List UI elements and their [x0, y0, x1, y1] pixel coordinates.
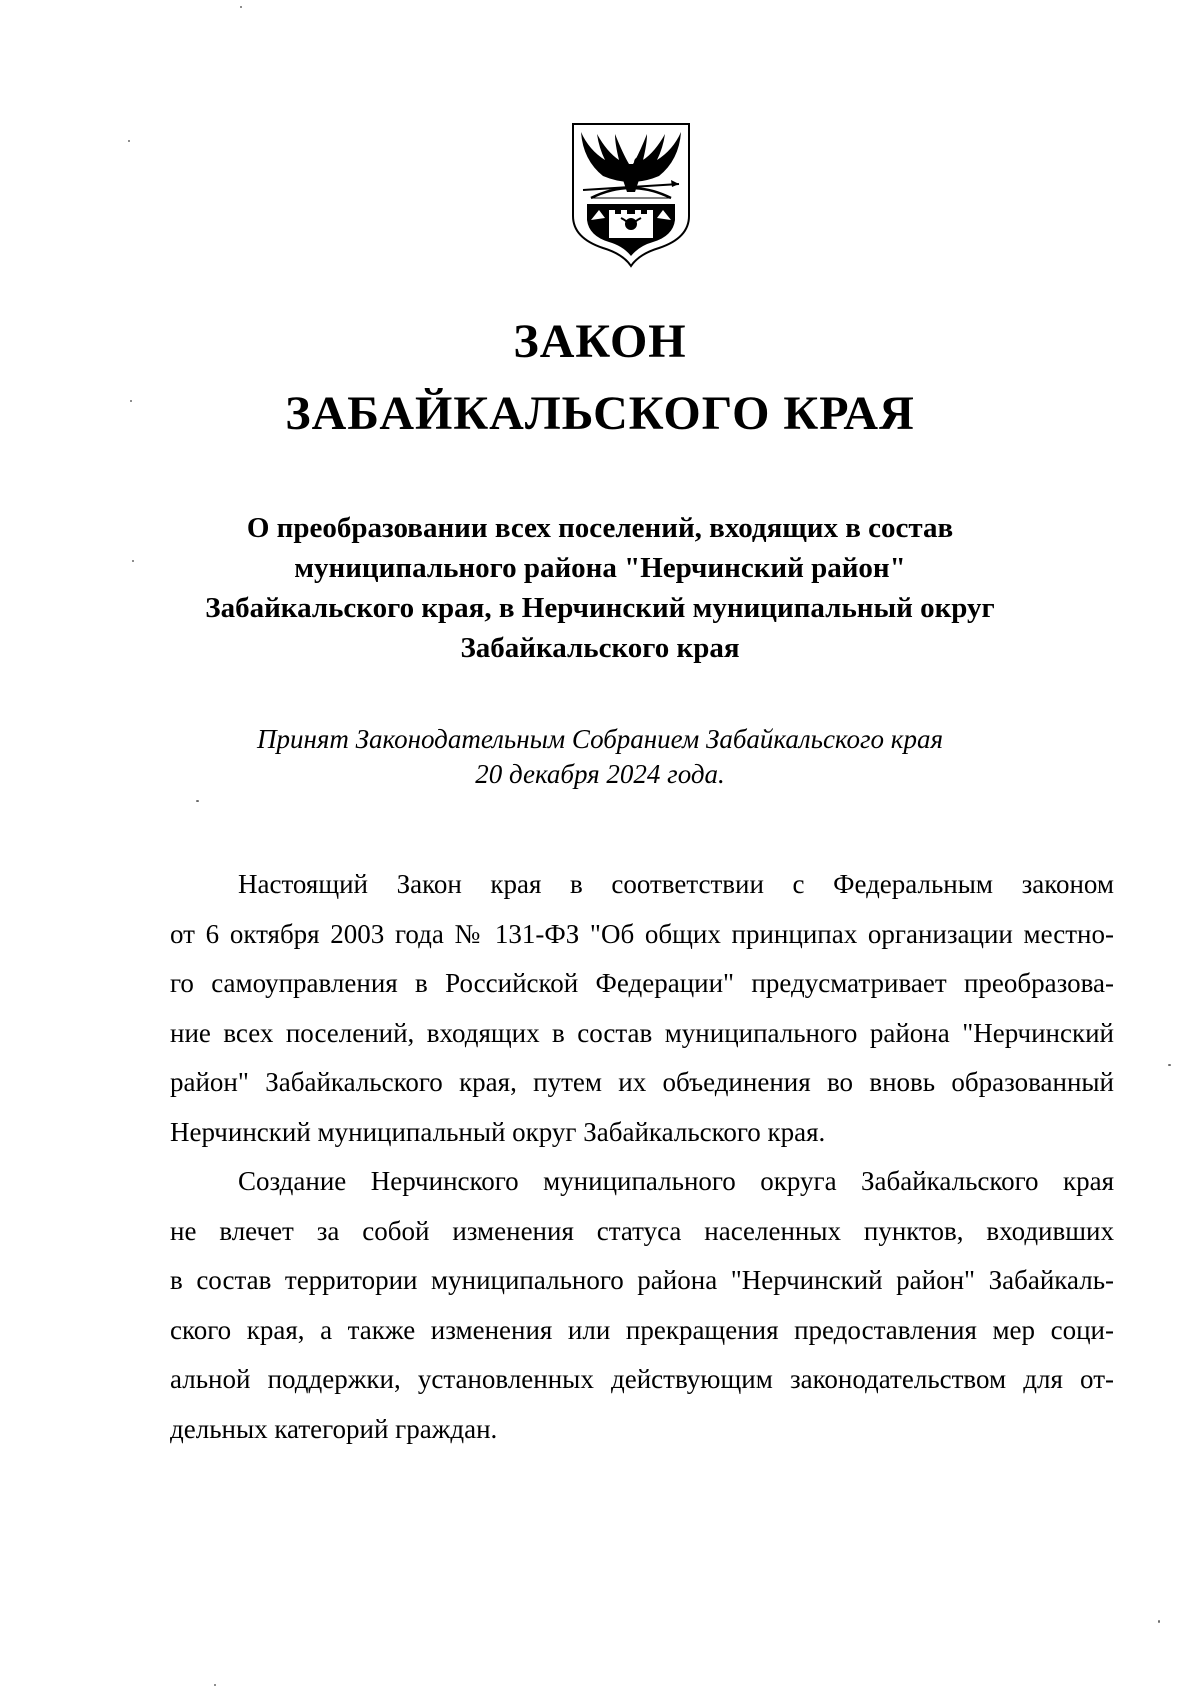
scan-speck — [1158, 1620, 1160, 1623]
law-region-title: ЗАБАЙКАЛЬСКОГО КРАЯ — [285, 387, 915, 440]
text-line: альной поддержки, установленных действующим законодательством для от- — [170, 1364, 1114, 1394]
scan-speck — [130, 400, 132, 402]
scan-speck — [214, 1684, 216, 1686]
paragraph-2 — [170, 1157, 1114, 1454]
subject-line: Забайкальского края, в Нерчинский муниципальный округ — [205, 592, 995, 624]
text-line: Создание Нерчинского муниципального округа Забайкальского края — [238, 1166, 1114, 1196]
text-line: в состав территории муниципального района "Нерчинский район" Забайкаль- — [170, 1265, 1114, 1295]
paragraph-1 — [170, 860, 1114, 1157]
text-line: район" Забайкальского края, путем их объединения во вновь образованный — [170, 1067, 1114, 1097]
coat-of-arms-icon — [569, 120, 693, 268]
text-line: Настоящий Закон края в соответствии с Федеральным законом — [238, 869, 1114, 899]
adoption-note — [140, 722, 1060, 792]
text-line: дельных категорий граждан. — [170, 1413, 498, 1444]
scan-speck — [132, 560, 134, 562]
scan-speck — [1168, 1064, 1171, 1066]
text-line: го самоуправления в Российской Федерации" предусматривает преобразова- — [170, 968, 1114, 998]
law-subject — [140, 508, 1060, 668]
text-line: ние всех поселений, входящих в состав муниципального района "Нерчинский — [170, 1017, 1114, 1048]
text-line: Нерчинский муниципальный округ Забайкальского края. — [170, 1116, 826, 1147]
law-title: ЗАКОН — [513, 315, 687, 368]
adoption-line: Принят Законодательным Собранием Забайкальского края — [256, 724, 943, 754]
text-line: ского края, а также изменения или прекращения предоставления мер соци- — [170, 1314, 1114, 1345]
scan-speck — [128, 140, 130, 142]
text-line: не влечет за собой изменения статуса населенных пунктов, входивших — [170, 1215, 1114, 1246]
text-line: от 6 октября 2003 года № 131-ФЗ "Об общих принципах организации местно- — [170, 918, 1114, 949]
scan-speck — [196, 800, 199, 802]
adoption-date: 20 декабря 2024 года. — [475, 759, 725, 789]
scan-speck — [240, 6, 242, 8]
subject-line: О преобразовании всех поселений, входящих в состав — [246, 512, 954, 544]
subject-line: муниципального района "Нерчинский район" — [294, 552, 906, 584]
subject-line: Забайкальского края — [460, 632, 740, 664]
